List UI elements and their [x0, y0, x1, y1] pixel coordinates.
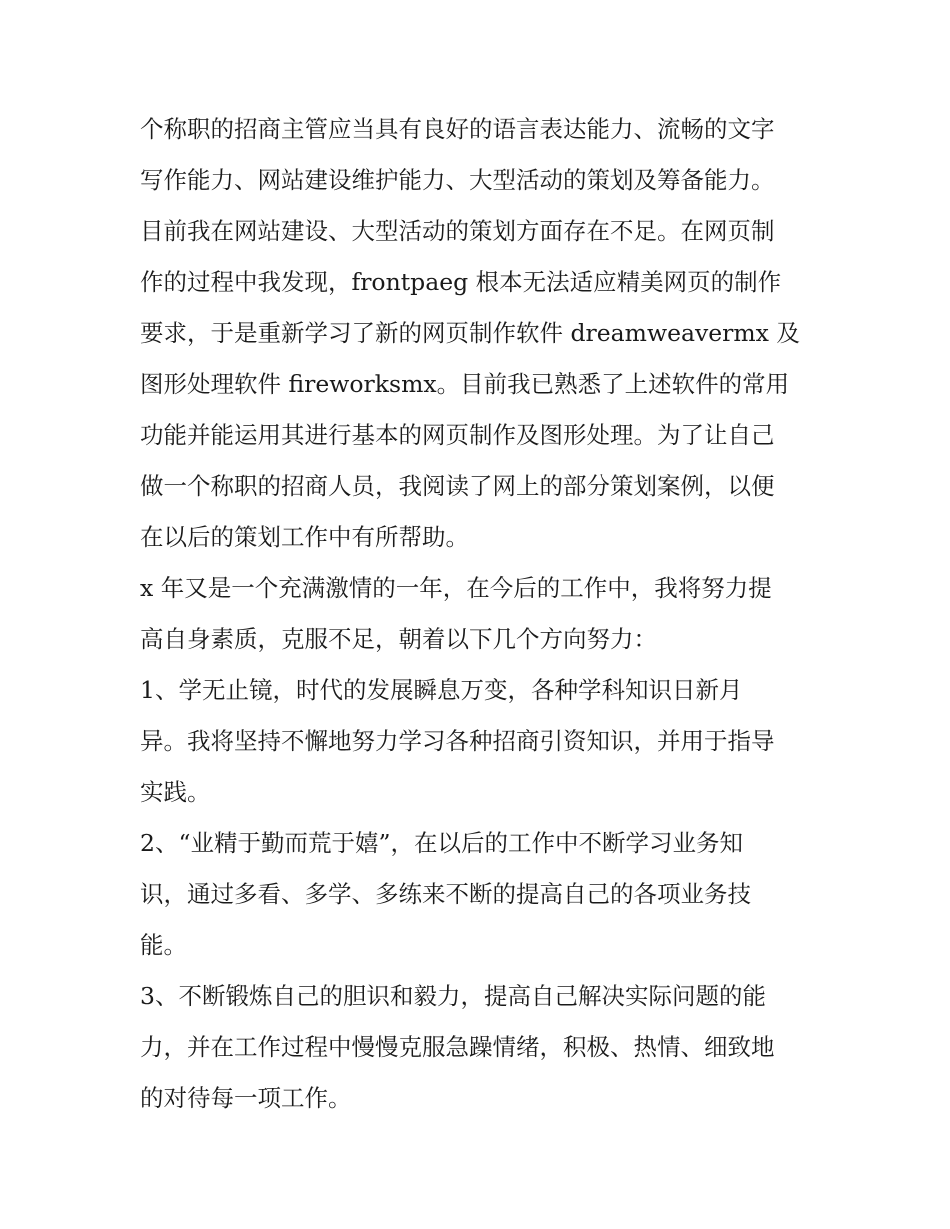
list-item-3-line: 力，并在工作过程中慢慢克服急躁情绪，积极、热情、细致地: [140, 1033, 775, 1061]
list-item-1-line: 实践。: [140, 778, 211, 806]
text-line: 个称职的招商主管应当具有良好的语言表达能力、流畅的文字: [140, 115, 775, 143]
text-line: 图形处理软件 fireworksmx。目前我已熟悉了上述软件的常用: [140, 370, 790, 398]
list-item-2-line: 2、“业精于勤而荒于嬉”，在以后的工作中不断学习业务知: [140, 829, 743, 857]
list-item-2-line: 识，通过多看、多学、多练来不断的提高自己的各项业务技: [140, 880, 751, 908]
text-line: 目前我在网站建设、大型活动的策划方面存在不足。在网页制: [140, 217, 775, 245]
text-line: 作的过程中我发现，frontpaeg 根本无法适应精美网页的制作: [140, 268, 782, 296]
text-line: x 年又是一个充满激情的一年，在今后的工作中，我将努力提: [140, 574, 772, 602]
text-line: 高自身素质，克服不足，朝着以下几个方向努力：: [140, 625, 657, 653]
body-text: [140, 104, 820, 1124]
text-line: 功能并能运用其进行基本的网页制作及图形处理。为了让自己: [140, 421, 775, 449]
text-line: 做一个称职的招商人员，我阅读了网上的部分策划案例，以便: [140, 472, 775, 500]
text-line: 写作能力、网站建设维护能力、大型活动的策划及筹备能力。: [140, 166, 775, 194]
list-item-1-line: 1、学无止镜，时代的发展瞬息万变，各种学科知识日新月: [140, 676, 743, 704]
text-line: 要求，于是重新学习了新的网页制作软件 dreamweavermx 及: [140, 319, 800, 347]
list-item-2-line: 能。: [140, 931, 187, 959]
text-line: 在以后的策划工作中有所帮助。: [140, 523, 469, 551]
list-item-3-line: 3、不断锻炼自己的胆识和毅力，提高自己解决实际问题的能: [140, 982, 766, 1010]
list-item-3-line: 的对待每一项工作。: [140, 1084, 352, 1112]
list-item-1-line: 异。我将坚持不懈地努力学习各种招商引资知识，并用于指导: [140, 727, 775, 755]
